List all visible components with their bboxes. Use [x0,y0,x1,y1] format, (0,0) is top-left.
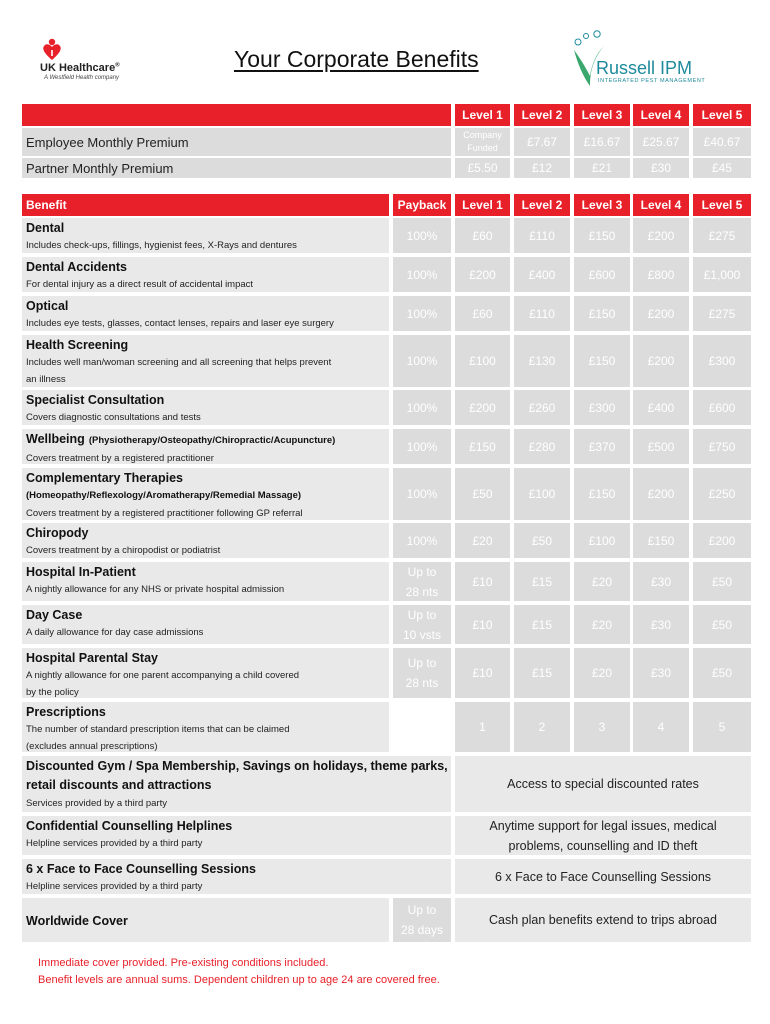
benefit-description: Covers treatment by a registered practitioner following GP referral [26,508,303,519]
benefit-level-value: £200 [633,218,689,253]
benefit-level-value: £50 [693,605,751,644]
benefit-level-value: £260 [514,390,570,425]
russell-ipm-logo [568,30,718,90]
premium-level-header: Level 1 [455,104,510,126]
benefit-row [22,562,751,601]
benefit-level-value: £300 [693,335,751,387]
benefit-description: For dental injury as a direct result of accidental impact [26,279,254,290]
premium-value: £16.67 [574,128,630,156]
benefit-level-value: £275 [693,296,751,331]
benefit-title-continued: retail discounts and attractions [26,778,212,792]
benefit-level-value: £20 [574,648,630,698]
benefit-level-value: £150 [574,296,630,331]
premium-header-row [22,104,751,126]
benefit-title [26,860,451,878]
payback-line: Up to [407,903,437,917]
payback-value [393,523,451,558]
payback-line: Up to [407,656,437,670]
benefit-level-value: £10 [455,605,510,644]
benefit-label [22,257,389,292]
benefit-title [26,336,389,354]
benefit-summary-line: 6 x Face to Face Counselling Sessions [494,869,712,884]
benefit-row [22,859,751,894]
benefit-title-text: Worldwide Cover [26,913,128,928]
benefit-level-value: £200 [455,257,510,292]
benefit-description: Helpline services provided by a third party [26,838,203,849]
benefit-title [26,817,451,835]
benefit-label [22,523,389,558]
benefit-level-value: £15 [514,605,570,644]
benefit-title [26,258,389,276]
page-title: Your Corporate Benefits [234,46,479,72]
payback-value [393,218,451,253]
benefit-column-header: Benefit [22,194,389,216]
payback-line: 100% [406,228,438,243]
payback-line: 28 nts [405,676,439,690]
benefit-level-value: £110 [514,218,570,253]
payback-line: Up to [407,607,437,622]
benefit-level-value: £600 [693,390,751,425]
benefit-row [22,429,751,464]
premium-level-header: Level 4 [633,104,689,126]
benefit-title [26,297,389,315]
benefit-row [22,468,751,520]
benefit-title [26,606,389,624]
benefit-level-value: £30 [633,648,689,698]
benefit-level-value: £15 [514,562,570,601]
payback-line: Up to [407,564,437,579]
page-header [0,0,770,100]
premium-row-label: Partner Monthly Premium [22,158,451,178]
benefit-title-text: Complementary Therapies [26,471,183,485]
benefit-level-value: £275 [693,218,751,253]
benefit-level-value: £750 [693,429,751,464]
benefit-title [26,649,389,667]
premium-value-line: Company [463,130,502,140]
premium-value-line: Funded [467,143,498,153]
benefit-level-value: £20 [574,605,630,644]
benefit-level-value: £100 [574,523,630,558]
benefit-level-value: £60 [455,296,510,331]
benefit-label [22,335,389,387]
benefit-level-value: £100 [514,468,570,520]
benefit-title [26,703,389,721]
premium-value: £12 [514,158,570,178]
payback-line: 100% [406,306,438,321]
benefit-title-text: Hospital In-Patient [26,565,136,579]
benefit-level-value: £280 [514,429,570,464]
benefit-summary [455,859,751,894]
payback-line: 100% [406,487,438,501]
benefit-title-detail: (Physiotherapy/Osteopathy/Chiropractic/Acupuncture) [88,435,336,446]
russell-ipm-tagline: INTEGRATED PEST MANAGEMENT [598,78,706,84]
benefit-label [22,429,389,464]
benefit-row [22,756,751,812]
benefit-level-value: 2 [514,702,570,752]
benefit-title [26,524,389,542]
benefit-level-value: £110 [514,296,570,331]
benefit-label [22,390,389,425]
premium-value: £7.67 [514,128,570,156]
benefit-level-value: 1 [455,702,510,752]
benefit-level-header: Level 1 [455,194,510,216]
benefit-level-value: £150 [574,218,630,253]
benefit-description: A nightly allowance for any NHS or private hospital admission [26,584,285,595]
benefit-level-value: £30 [633,562,689,601]
benefit-title-text: Optical [26,299,69,313]
premium-value: £30 [633,158,689,178]
benefit-label [22,648,389,698]
payback-value [393,296,451,331]
payback-value [393,335,451,387]
benefit-level-value: £60 [455,218,510,253]
benefit-level-value: £30 [633,605,689,644]
benefit-title-text: Dental [26,221,65,235]
premium-row [22,128,751,156]
benefit-level-value: £500 [633,429,689,464]
payback-value [393,429,451,464]
payback-value [393,562,451,601]
benefit-row [22,523,751,558]
benefit-title [26,912,128,930]
benefit-level-value: £10 [455,648,510,698]
benefit-description: Includes check-ups, fillings, hygienist fees, X-Rays and dentures [26,240,297,251]
benefit-summary-line: Cash plan benefits extend to trips abroad [489,913,717,927]
benefit-label [22,605,389,644]
benefit-label [22,702,389,752]
benefit-description: Includes eye tests, glasses, contact lenses, repairs and laser eye surgery [26,318,334,329]
benefit-title [26,757,451,775]
premium-level-header: Level 5 [693,104,751,126]
payback-line: 100% [406,267,438,282]
benefit-label [22,562,389,601]
benefit-summary [455,756,751,812]
benefit-title-text: 6 x Face to Face Counselling Sessions [26,862,256,876]
payback-column-header: Payback [393,194,451,216]
premium-value: £5.50 [455,158,510,178]
premium-table [22,104,751,182]
benefit-row [22,218,751,253]
uk-healthcare-tagline: A Westfield Health company [44,75,120,81]
benefit-row [22,296,751,331]
benefit-level-value: £50 [693,648,751,698]
premium-value: £45 [693,158,751,178]
payback-line: 28 nts [405,584,439,599]
benefit-title-text: Health Screening [26,338,129,352]
benefit-description: Services provided by a third party [26,798,167,809]
benefit-label [22,218,389,253]
benefit-description: Covers treatment by a chiropodist or podiatrist [26,545,221,556]
benefit-description: The number of standard prescription items that can be claimed [26,724,290,735]
benefit-level-value: £1,000 [693,257,751,292]
benefit-description: Includes well man/woman screening and all screening that helps prevent [26,357,332,368]
benefit-level-value: £250 [693,468,751,520]
benefit-summary-line: Access to special discounted rates [507,777,699,791]
benefit-title-text: Day Case [26,608,83,622]
benefit-title-text: Chiropody [26,526,89,540]
benefit-level-value: £300 [574,390,630,425]
benefit-description: Covers diagnostic consultations and tests [26,412,201,423]
benefit-title [26,469,389,487]
premium-header-fill [22,104,451,126]
benefit-level-value: £20 [574,562,630,601]
payback-line: 100% [406,354,438,368]
benefit-level-value: £50 [693,562,751,601]
premium-value: £21 [574,158,630,178]
benefit-level-value: £200 [633,468,689,520]
payback-line: 28 days [400,923,444,937]
payback-value [393,898,451,942]
benefit-level-header: Level 4 [633,194,689,216]
benefit-level-value: £20 [455,523,510,558]
benefit-title-text: Dental Accidents [26,260,127,274]
premium-row [22,158,751,178]
benefit-level-value: £200 [633,335,689,387]
premium-row-label: Employee Monthly Premium [22,128,451,156]
uk-healthcare-logo [38,38,148,84]
benefit-title-text: Wellbeing [26,432,85,446]
benefit-level-header: Level 3 [574,194,630,216]
benefit-level-value: £150 [574,468,630,520]
benefit-level-value: £400 [514,257,570,292]
benefit-level-value: £150 [574,335,630,387]
benefit-row [22,702,751,752]
payback-value [393,257,451,292]
benefit-title-text: Confidential Counselling Helplines [26,819,233,833]
benefit-row [22,390,751,425]
benefit-description: Covers treatment by a registered practitioner [26,453,214,464]
benefit-title [26,219,389,237]
benefit-row [22,257,751,292]
benefit-title [26,391,389,409]
benefit-label [22,296,389,331]
uk-healthcare-name: UK Healthcare® [40,62,120,74]
benefit-description: by the policy [26,687,79,698]
benefit-level-value: £200 [455,390,510,425]
benefit-level-value: £400 [633,390,689,425]
benefit-level-value: £130 [514,335,570,387]
payback-value [393,605,451,644]
benefit-summary [455,816,751,855]
benefit-subtitle: (Homeopathy/Reflexology/Aromatherapy/Remedial Massage) [26,490,302,501]
benefit-label [22,756,451,812]
benefit-level-value: 5 [693,702,751,752]
benefit-title-text: Discounted Gym / Spa Membership, Savings on holidays, theme parks, [26,759,448,773]
benefit-level-value: £200 [693,523,751,558]
benefit-summary [455,898,751,942]
benefit-label [22,898,389,942]
benefit-title [26,563,389,581]
premium-level-header: Level 2 [514,104,570,126]
benefit-row [22,648,751,698]
benefit-label [22,468,389,520]
benefit-level-value: £50 [455,468,510,520]
benefit-level-value: 4 [633,702,689,752]
payback-line: 100% [406,533,438,548]
benefit-level-value: £10 [455,562,510,601]
premium-value: £40.67 [693,128,751,156]
benefits-header-row [22,194,751,216]
premium-value: £25.67 [633,128,689,156]
benefit-row [22,898,751,942]
benefit-label [22,816,451,855]
benefit-level-value: £600 [574,257,630,292]
benefit-row [22,816,751,855]
premium-level-header: Level 3 [574,104,630,126]
benefit-level-value: £50 [514,523,570,558]
benefit-row [22,335,751,387]
premium-value [455,128,510,156]
payback-line: 100% [406,439,438,454]
benefit-description: (excludes annual prescriptions) [26,741,158,752]
benefit-level-value: £150 [455,429,510,464]
benefit-label [22,859,451,894]
footer-note-cover: Immediate cover provided. Pre-existing conditions included. [38,957,329,969]
payback-value [393,468,451,520]
benefit-description: an illness [26,374,66,385]
footer-note-levels: Benefit levels are annual sums. Dependent children up to age 24 are covered free. [38,974,440,986]
russell-ipm-name: Russell IPM [596,58,693,78]
benefit-level-value: 3 [574,702,630,752]
benefit-description: A daily allowance for day case admissions [26,627,204,638]
benefit-level-value: £370 [574,429,630,464]
benefit-title-text: Prescriptions [26,705,106,719]
benefit-level-header: Level 5 [693,194,751,216]
benefit-title [26,430,389,450]
heart-person-icon [42,38,62,62]
benefit-title-text: Specialist Consultation [26,393,165,407]
payback-line: 10 vsts [402,627,441,642]
benefit-title-text: Hospital Parental Stay [26,651,158,665]
benefit-description: Helpline services provided by a third party [26,881,203,892]
benefit-summary-line: problems, counselling and ID theft [508,838,698,853]
benefit-level-value: £800 [633,257,689,292]
benefit-level-value: £15 [514,648,570,698]
payback-value [393,648,451,698]
benefit-description: A nightly allowance for one parent accompanying a child covered [26,670,300,681]
payback-line: 100% [406,400,438,415]
benefit-level-header: Level 2 [514,194,570,216]
benefit-level-value: £200 [633,296,689,331]
benefit-summary-line: Anytime support for legal issues, medical [489,818,717,833]
payback-value [393,390,451,425]
benefit-row [22,605,751,644]
benefits-table [22,194,751,942]
benefit-level-value: £100 [455,335,510,387]
benefit-level-value: £150 [633,523,689,558]
